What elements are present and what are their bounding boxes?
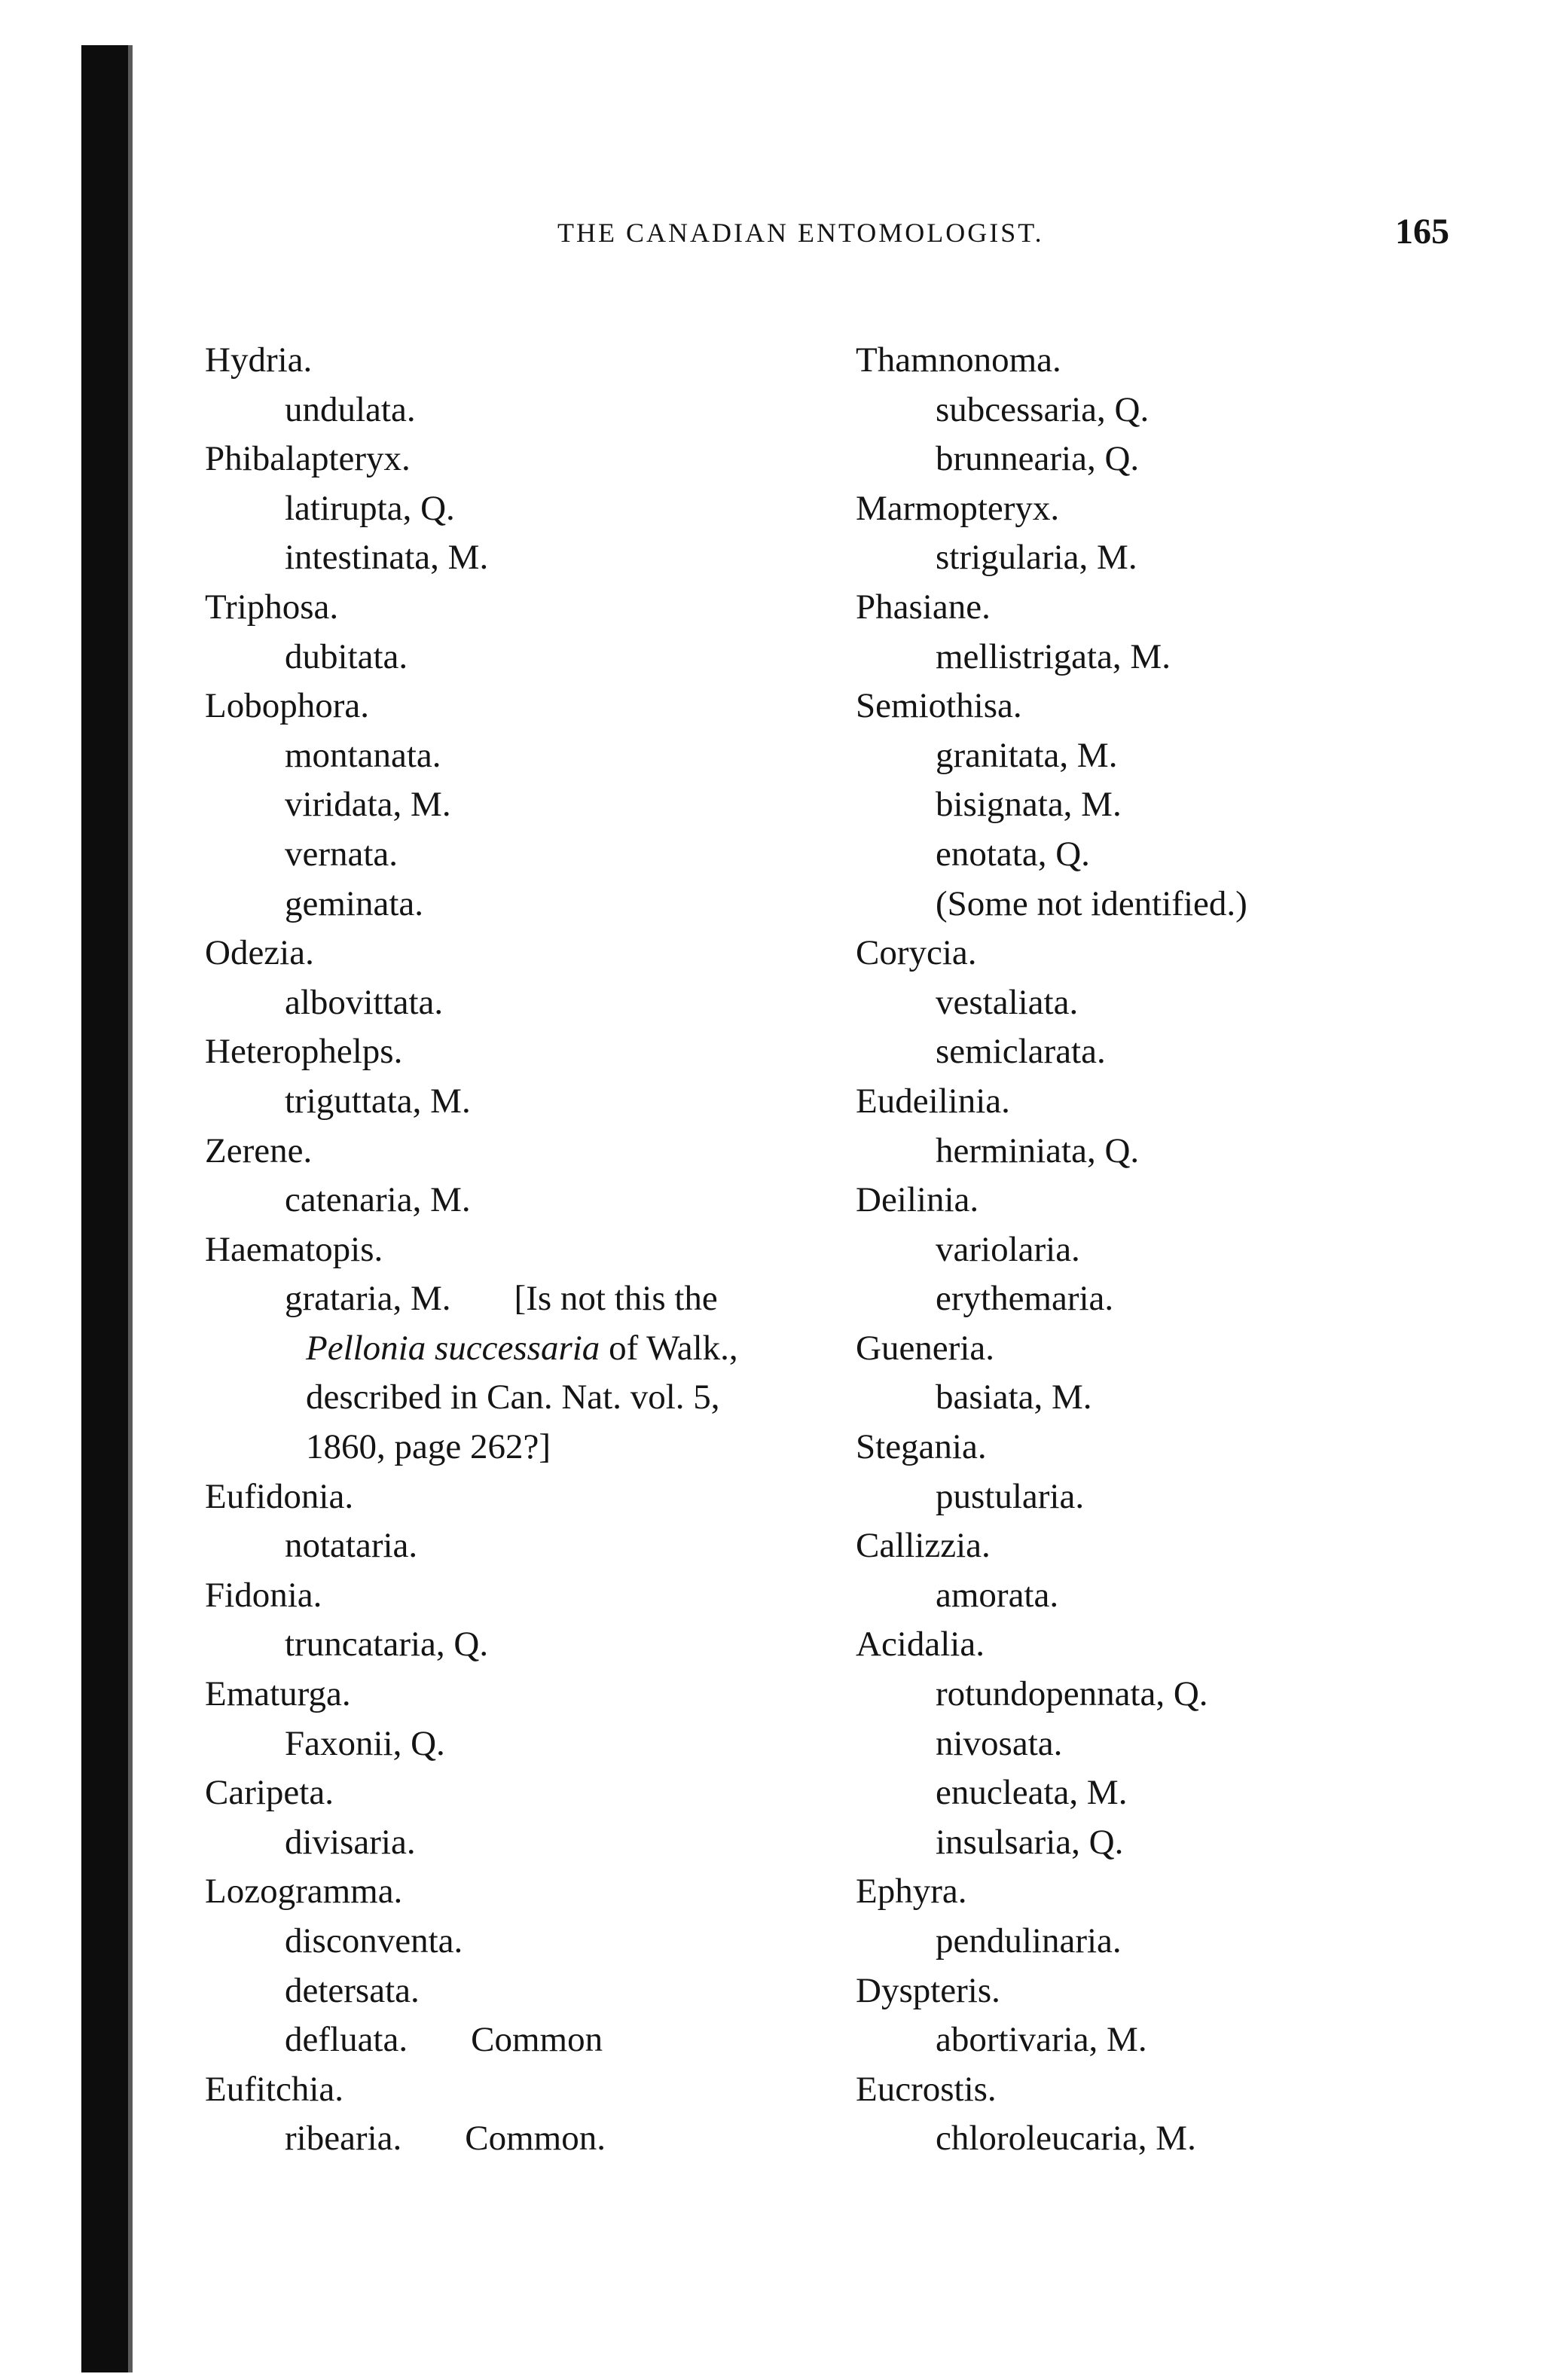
entry-text: semiclarata. bbox=[936, 1032, 1106, 1072]
entry-text: Phasiane. bbox=[856, 587, 991, 627]
binding-shadow bbox=[81, 45, 128, 2372]
entry-text: Eucrostis. bbox=[856, 2069, 997, 2109]
entry-text: mellistrigata, M. bbox=[936, 636, 1171, 676]
species-entry bbox=[205, 1917, 883, 1967]
genus-heading bbox=[856, 336, 1534, 386]
genus-heading bbox=[856, 929, 1534, 978]
genus-heading bbox=[205, 682, 883, 731]
entry-text: viridata, M. bbox=[285, 785, 451, 825]
entry-text: vestaliata. bbox=[936, 982, 1079, 1022]
entry-tail: of Walk., bbox=[600, 1328, 738, 1368]
species-entry bbox=[205, 2114, 883, 2164]
species-entry bbox=[856, 1818, 1534, 1868]
entry-text: geminata. bbox=[285, 883, 424, 923]
species-entry bbox=[205, 633, 883, 682]
species-entry bbox=[856, 1274, 1534, 1324]
entry-text: Heterophelps. bbox=[205, 1032, 403, 1072]
genus-heading bbox=[856, 1423, 1534, 1472]
entry-text: variolaria. bbox=[936, 1229, 1080, 1269]
entry-text: intestinata, M. bbox=[285, 538, 489, 578]
species-entry bbox=[205, 533, 883, 583]
species-entry bbox=[856, 435, 1534, 484]
species-entry bbox=[205, 1521, 883, 1571]
entry-text: basiata, M. bbox=[936, 1378, 1092, 1417]
entry-text: undulata. bbox=[285, 389, 416, 429]
genus-heading bbox=[856, 1077, 1534, 1127]
entry-text: dubitata. bbox=[285, 636, 408, 676]
entry-text: Fidonia. bbox=[205, 1575, 322, 1615]
species-entry bbox=[205, 1176, 883, 1225]
entry-note: Common. bbox=[465, 2119, 606, 2159]
genus-heading bbox=[205, 1768, 883, 1818]
species-entry bbox=[856, 978, 1534, 1028]
species-entry bbox=[856, 1768, 1534, 1818]
entry-text: ribearia. bbox=[285, 2119, 402, 2159]
species-entry bbox=[856, 1670, 1534, 1719]
entry-text: Callizzia. bbox=[856, 1526, 991, 1566]
entry-text: rotundopennata, Q. bbox=[936, 1674, 1208, 1714]
running-header-title: THE CANADIAN ENTOMOLOGIST. bbox=[557, 218, 1044, 248]
species-entry bbox=[856, 1127, 1534, 1176]
entry-text: Lobophora. bbox=[205, 686, 369, 726]
entry-text: Semiothisa. bbox=[856, 686, 1022, 726]
entry-note: Common bbox=[471, 2020, 603, 2060]
genus-heading bbox=[856, 1324, 1534, 1374]
entry-text: Stegania. bbox=[856, 1427, 987, 1467]
genus-heading bbox=[856, 484, 1534, 534]
genus-heading bbox=[856, 2065, 1534, 2115]
entry-text: Thamnonoma. bbox=[856, 340, 1061, 380]
entry-text: granitata, M. bbox=[936, 735, 1118, 775]
entry-text: defluata. bbox=[285, 2020, 408, 2060]
genus-heading bbox=[856, 1176, 1534, 1225]
genus-heading bbox=[205, 1472, 883, 1522]
entry-text: triguttata, M. bbox=[285, 1081, 471, 1121]
entry-text: enotata, Q. bbox=[936, 834, 1090, 874]
genus-heading bbox=[856, 1521, 1534, 1571]
entry-text: enucleata, M. bbox=[936, 1773, 1128, 1813]
left-column-list bbox=[205, 336, 883, 2164]
entry-text: Eudeilinia. bbox=[856, 1081, 1010, 1121]
entry-text: divisaria. bbox=[285, 1822, 416, 1862]
species-entry bbox=[856, 1373, 1534, 1423]
genus-heading bbox=[856, 583, 1534, 633]
entry-text: strigularia, M. bbox=[936, 538, 1137, 578]
species-entry bbox=[856, 1472, 1534, 1522]
species-entry bbox=[856, 2015, 1534, 2065]
entry-text: Eufitchia. bbox=[205, 2069, 344, 2109]
entry-text: amorata. bbox=[936, 1575, 1059, 1615]
genus-heading bbox=[205, 929, 883, 978]
entry-text: Corycia. bbox=[856, 933, 977, 973]
genus-heading bbox=[856, 1620, 1534, 1670]
species-entry bbox=[856, 830, 1534, 880]
species-entry bbox=[205, 731, 883, 781]
species-entry bbox=[856, 1719, 1534, 1769]
entry-text: Faxonii, Q. bbox=[285, 1723, 445, 1763]
entry-text: disconventa. bbox=[285, 1921, 463, 1960]
species-entry bbox=[205, 1274, 883, 1324]
species-entry bbox=[856, 633, 1534, 682]
entry-text: bisignata, M. bbox=[936, 785, 1122, 825]
entry-text: grataria, M. bbox=[285, 1279, 451, 1319]
species-entry bbox=[205, 2015, 883, 2065]
species-entry bbox=[856, 533, 1534, 583]
entry-text: truncataria, Q. bbox=[285, 1625, 489, 1664]
genus-heading bbox=[205, 1027, 883, 1077]
genus-heading bbox=[205, 2065, 883, 2115]
entry-text: albovittata. bbox=[285, 982, 444, 1022]
binding-edge bbox=[128, 45, 133, 2372]
entry-text: Hydria. bbox=[205, 340, 313, 380]
entry-text: Ephyra. bbox=[856, 1872, 967, 1912]
species-entry bbox=[205, 1620, 883, 1670]
entry-text: catenaria, M. bbox=[285, 1180, 471, 1220]
entry-text: vernata. bbox=[285, 834, 398, 874]
genus-heading bbox=[205, 1225, 883, 1275]
entry-text: Eufidonia. bbox=[205, 1476, 354, 1516]
entry-text: Lozogramma. bbox=[205, 1872, 403, 1912]
entry-text: latirupta, Q. bbox=[285, 488, 455, 528]
entry-text: montanata. bbox=[285, 735, 441, 775]
genus-heading bbox=[856, 682, 1534, 731]
entry-text: pustularia. bbox=[936, 1476, 1085, 1516]
species-entry bbox=[205, 780, 883, 830]
entry-text: Ematurga. bbox=[205, 1674, 351, 1714]
entry-text: detersata. bbox=[285, 1970, 420, 2010]
species-entry bbox=[205, 1077, 883, 1127]
species-entry bbox=[856, 2114, 1534, 2164]
note-continuation bbox=[205, 1324, 883, 1374]
entry-text: nivosata. bbox=[936, 1723, 1063, 1763]
species-entry bbox=[856, 780, 1534, 830]
genus-heading bbox=[205, 1867, 883, 1917]
entry-text: Pellonia successaria bbox=[306, 1328, 600, 1368]
entry-text: notataria. bbox=[285, 1526, 418, 1566]
species-entry bbox=[205, 1818, 883, 1868]
genus-heading bbox=[205, 1571, 883, 1621]
right-column-list bbox=[856, 336, 1534, 2164]
entry-text: Dyspteris. bbox=[856, 1970, 1000, 2010]
genus-heading bbox=[856, 1967, 1534, 2016]
entry-text: Zerene. bbox=[205, 1130, 313, 1170]
entry-text: Haematopis. bbox=[205, 1229, 383, 1269]
genus-heading bbox=[205, 435, 883, 484]
genus-heading bbox=[205, 336, 883, 386]
entry-text: Triphosa. bbox=[205, 587, 339, 627]
genus-heading bbox=[205, 583, 883, 633]
entry-text: described in Can. Nat. vol. 5, bbox=[306, 1378, 720, 1417]
entry-text: Phibalapteryx. bbox=[205, 439, 411, 479]
entry-text: insulsaria, Q. bbox=[936, 1822, 1124, 1862]
entry-text: (Some not identified.) bbox=[936, 883, 1247, 923]
entry-text: chloroleucaria, M. bbox=[936, 2119, 1196, 2159]
entry-text: 1860, page 262?] bbox=[306, 1427, 551, 1467]
entry-text: erythemaria. bbox=[936, 1279, 1114, 1319]
species-entry bbox=[856, 1027, 1534, 1077]
species-entry bbox=[856, 386, 1534, 435]
page-number: 165 bbox=[1395, 212, 1449, 252]
species-entry bbox=[205, 830, 883, 880]
genus-heading bbox=[205, 1127, 883, 1176]
entry-text: Deilinia. bbox=[856, 1180, 979, 1220]
entry-text: Odezia. bbox=[205, 933, 314, 973]
entry-text: Marmopteryx. bbox=[856, 488, 1060, 528]
genus-heading bbox=[856, 1867, 1534, 1917]
entry-note: [Is not this the bbox=[514, 1279, 718, 1319]
species-entry bbox=[856, 731, 1534, 781]
species-entry bbox=[856, 880, 1534, 929]
entry-text: abortivaria, M. bbox=[936, 2020, 1147, 2060]
species-entry bbox=[856, 1225, 1534, 1275]
note-continuation bbox=[205, 1423, 883, 1472]
note-continuation bbox=[205, 1373, 883, 1423]
entry-text: brunnearia, Q. bbox=[936, 439, 1140, 479]
species-entry bbox=[205, 978, 883, 1028]
species-entry bbox=[205, 880, 883, 929]
species-entry bbox=[205, 1967, 883, 2016]
entry-text: Acidalia. bbox=[856, 1625, 985, 1664]
entry-text: Caripeta. bbox=[205, 1773, 334, 1813]
genus-heading bbox=[205, 1670, 883, 1719]
species-entry bbox=[205, 386, 883, 435]
species-entry bbox=[205, 484, 883, 534]
entry-text: subcessaria, Q. bbox=[936, 389, 1150, 429]
entry-text: pendulinaria. bbox=[936, 1921, 1122, 1960]
species-entry bbox=[856, 1917, 1534, 1967]
species-entry bbox=[205, 1719, 883, 1769]
species-entry bbox=[856, 1571, 1534, 1621]
entry-text: Gueneria. bbox=[856, 1328, 994, 1368]
entry-text: herminiata, Q. bbox=[936, 1130, 1140, 1170]
